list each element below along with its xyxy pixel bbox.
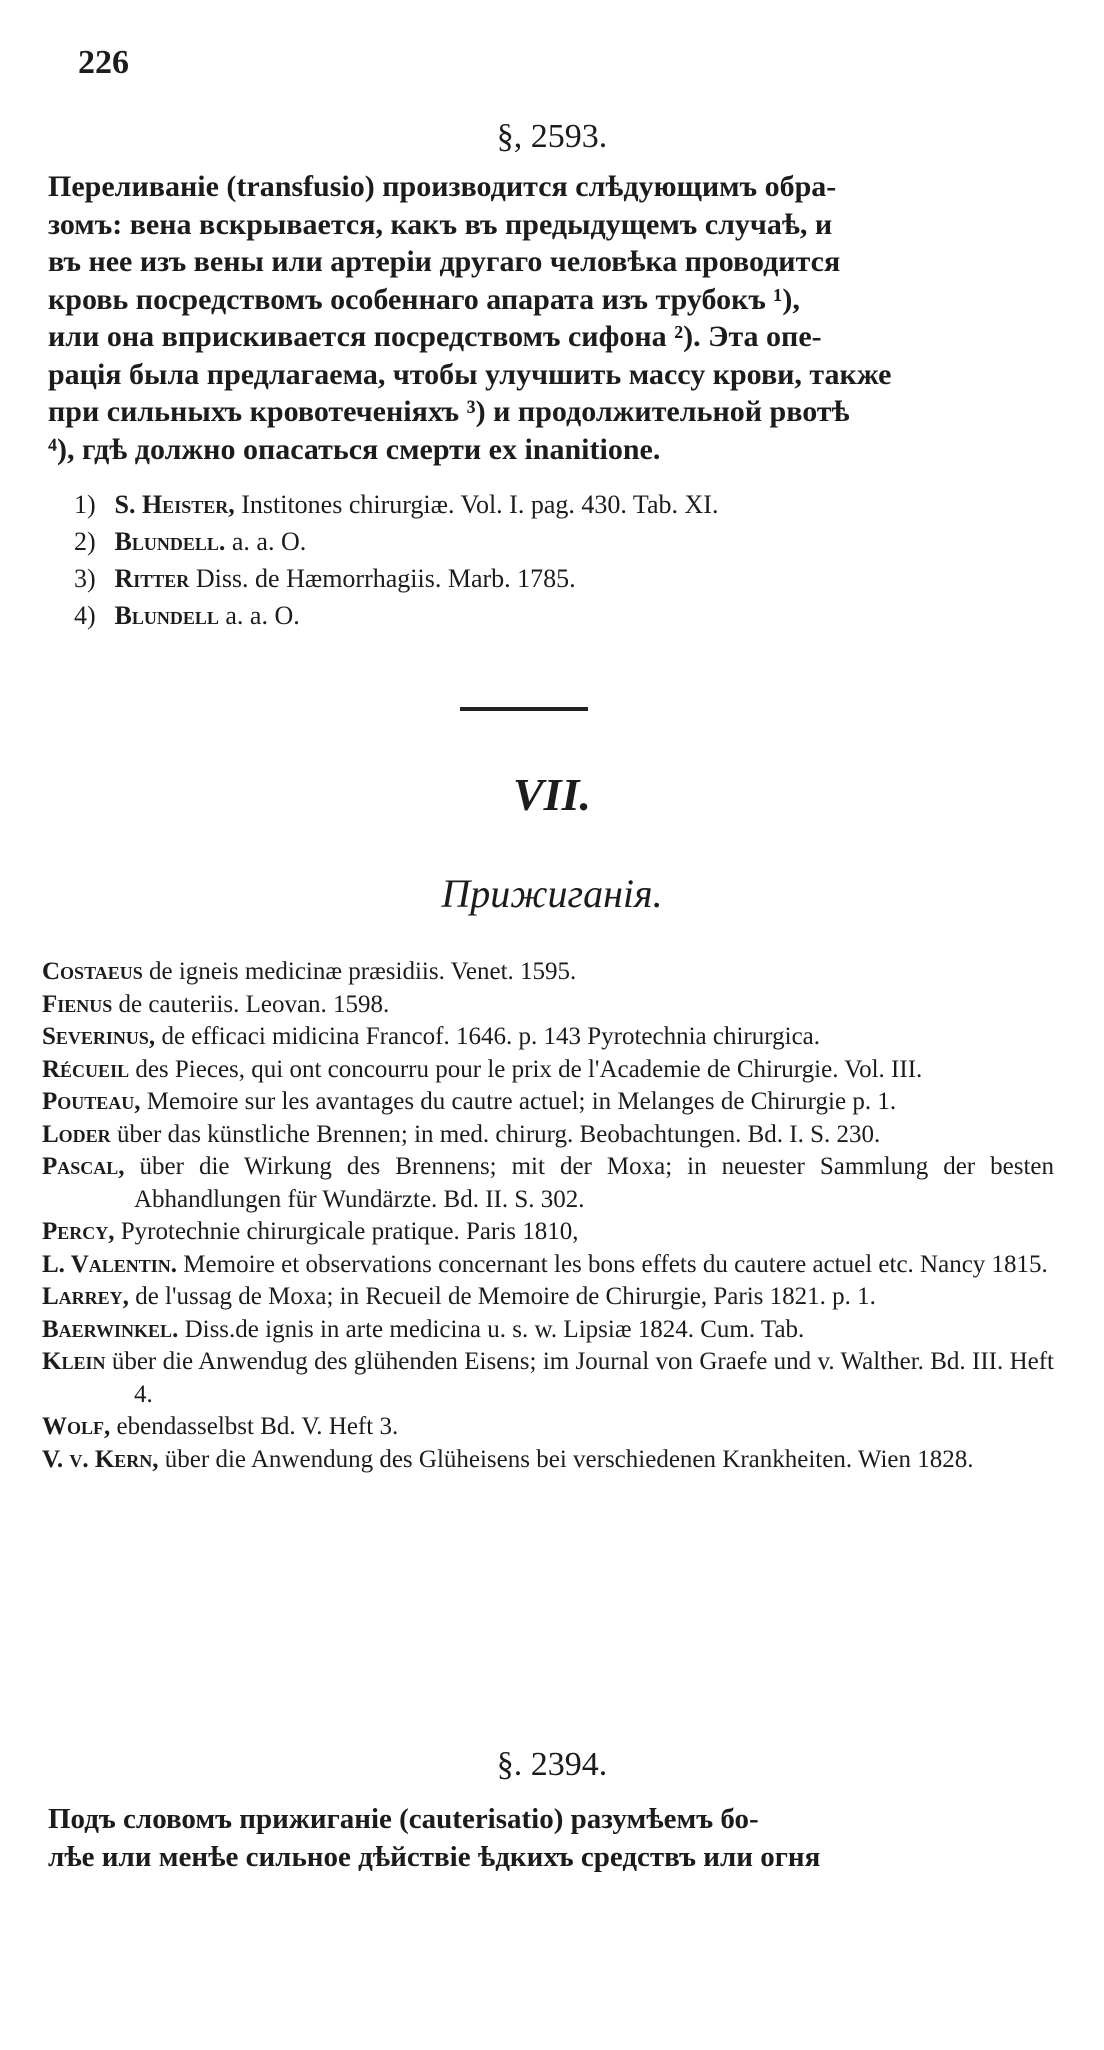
bib-author: Larrey, <box>42 1283 129 1310</box>
bib-text: über die Anwendug des glühenden Eisens; im Journal von Graefe und v. Walther. Bd. III. Heft 4. <box>111 1348 1054 1408</box>
body-line: или она вприскивается посредствомъ сифона ²). Эта опе- <box>48 320 822 353</box>
bib-author: Fienus <box>42 990 113 1018</box>
bib-text: de l'ussag de Moxa; in Recueil de Memoire de Chirurgie, Paris 1821. p. 1. <box>135 1283 876 1310</box>
body-line: Подъ словомъ прижиганie (cauterisatio) разумѣемъ бо- <box>48 1803 759 1835</box>
section-2394-body <box>48 1800 1056 1876</box>
bib-author: Baerwinkel. <box>42 1315 179 1343</box>
bib-text: über die Wirkung des Brennens; mit der Moxa; in neuester Sammlung der besten Abhandlungen für Wundärzte. Bd. II. S. 302. <box>134 1153 1054 1213</box>
bib-text: über die Anwendung des Glüheisens bei verschiedenen Krankheiten. Wien 1828. <box>164 1445 974 1473</box>
bibliography-entry <box>42 1054 1054 1087</box>
body-line: ⁴), гдѣ должно опасаться смерти ex inanitione. <box>48 432 661 466</box>
bib-author: Pascal, <box>42 1153 125 1180</box>
bibliography-entry <box>42 1281 1054 1314</box>
footnote-author: Blundell <box>114 601 219 630</box>
footnote <box>74 523 1034 560</box>
bibliography-entry <box>42 1021 1054 1054</box>
bibliography-entry <box>42 1314 1054 1347</box>
bib-author: Costaeus <box>42 958 143 985</box>
bib-author: Klein <box>42 1348 106 1375</box>
section-divider <box>460 707 588 711</box>
body-line: зомъ: вена вскрывается, какъ въ предыдущемъ случаѣ, и <box>48 207 833 241</box>
section-2593-body <box>48 168 1056 468</box>
footnote-number: 2) <box>74 527 96 556</box>
bib-author: Wolf, <box>42 1413 111 1440</box>
bibliography-entry <box>42 1411 1054 1444</box>
chapter-title: Прижиганiя. <box>441 871 663 916</box>
body-line: при сильныхъ кровотеченiяхъ ³) и продолжительной рвотѣ <box>48 395 850 428</box>
bib-text: Pyrotechnie chirurgicale pratique. Paris 1810, <box>120 1218 579 1245</box>
footnote-text: a. a. O. <box>231 527 307 556</box>
bib-author: V. v. Kern, <box>42 1445 159 1473</box>
footnote-number: 1) <box>74 490 96 519</box>
page-number: 226 <box>78 44 129 81</box>
section-heading-2593: §, 2593. <box>496 118 608 155</box>
chapter-number: VII. <box>513 769 591 820</box>
bib-text: de igneis medicinæ præsidiis. Venet. 1595. <box>149 958 577 985</box>
bib-author: Récueil <box>42 1055 130 1083</box>
bib-text: de cauteriis. Leovan. 1598. <box>118 990 390 1018</box>
bibliography-entry <box>42 1119 1054 1152</box>
bibliography-entry <box>42 1216 1054 1249</box>
bib-text: Memoire et observations concernant les bons effets du cautere actuel etc. Nancy 1815. <box>183 1250 1048 1278</box>
footnote-text: Diss. de Hæmorrhagiis. Marb. 1785. <box>195 564 576 593</box>
bibliography-entry <box>42 1151 1054 1216</box>
footnote <box>74 486 1034 523</box>
footnote-number: 3) <box>74 564 96 593</box>
footnote <box>74 597 1034 634</box>
bibliography-entry <box>42 1249 1054 1282</box>
footnote-author: Ritter <box>114 564 190 593</box>
bibliography-entry <box>42 1444 1054 1477</box>
body-line: Переливанie (transfusio) производится слѣдующимъ обра- <box>48 170 837 203</box>
bib-text: de efficaci midicina Francof. 1646. p. 143 Pyrotechnia chirurgica. <box>161 1023 821 1050</box>
bib-text: über das künstliche Brennen; in med. chirurg. Beobachtungen. Bd. I. S. 230. <box>116 1120 881 1148</box>
bibliography <box>42 956 1054 1476</box>
bib-author: Severinus, <box>42 1023 156 1050</box>
section-heading-2394: §. 2394. <box>496 1746 608 1783</box>
body-line: кровь посредствомъ особеннаго апарата изъ трубокъ ¹), <box>48 282 800 316</box>
footnote-number: 4) <box>74 601 96 630</box>
body-line: лѣе или менѣе сильное дѣйствie ѣдкихъ средствъ или огня <box>48 1841 821 1873</box>
bibliography-entry <box>42 1346 1054 1411</box>
bibliography-entry <box>42 989 1054 1022</box>
footnote-text: a. a. O. <box>225 601 300 630</box>
bibliography-entry <box>42 1086 1054 1119</box>
footnote-author: Blundell. <box>114 527 226 556</box>
bib-author: Loder <box>42 1120 111 1148</box>
bib-author: Pouteau, <box>42 1088 141 1115</box>
bibliography-entry <box>42 956 1054 989</box>
footnotes <box>74 486 1034 634</box>
footnote <box>74 560 1034 597</box>
body-line: рацiя была предлагаема, чтобы улучшить массу крови, также <box>48 357 892 391</box>
bib-text: Diss.de ignis in arte medicina u. s. w. Lipsiæ 1824. Cum. Tab. <box>184 1315 805 1343</box>
bib-text: ebendasselbst Bd. V. Heft 3. <box>116 1413 399 1440</box>
footnote-author: S. Heister, <box>114 490 235 519</box>
bib-author: Percy, <box>42 1218 115 1245</box>
bib-author: L. Valentin. <box>42 1250 178 1278</box>
bib-text: Memoire sur les avantages du cautre actuel; in Melanges de Chirurgie p. 1. <box>146 1088 897 1115</box>
footnote-text: Institones chirurgiæ. Vol. I. pag. 430. Tab. XI. <box>241 490 719 519</box>
bib-text: des Pieces, qui ont concourru pour le prix de l'Academie de Chirurgie. Vol. III. <box>135 1055 923 1083</box>
body-line: въ нее изъ вены или артерiи другаго человѣка проводится <box>48 245 841 278</box>
